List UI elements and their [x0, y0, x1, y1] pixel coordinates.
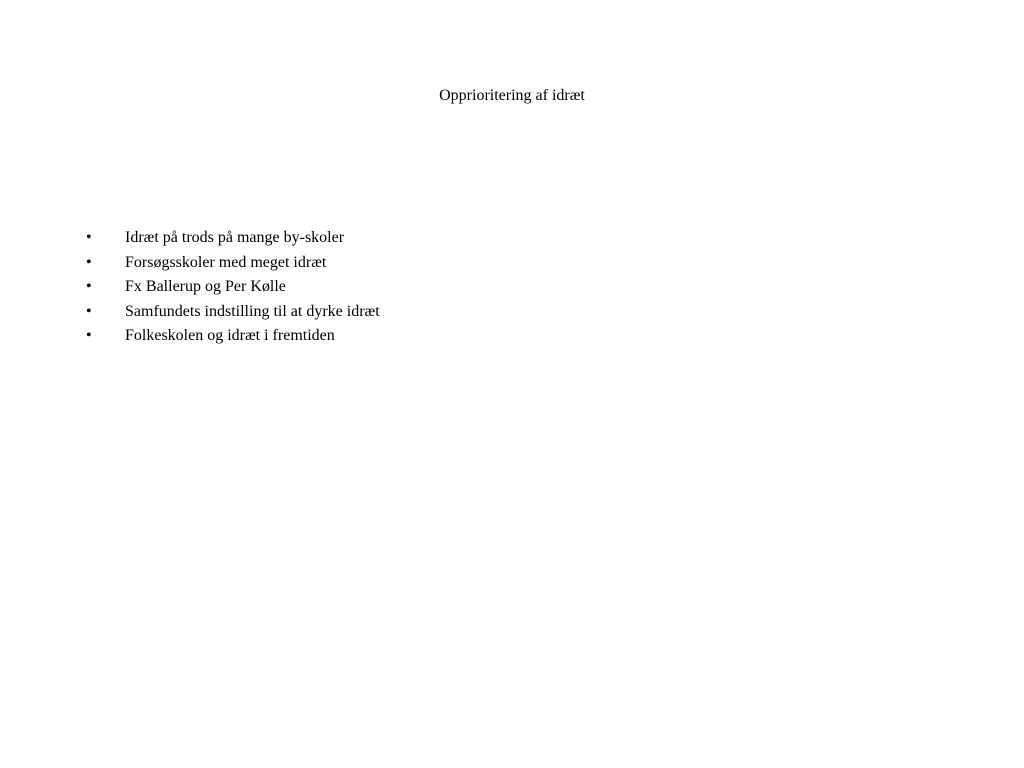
bullet-text: Forsøgsskoler med meget idræt	[125, 253, 327, 271]
bullet-text: Fx Ballerup og Per Kølle	[125, 278, 286, 295]
bullet-icon: •	[86, 253, 92, 271]
bullet-icon: •	[86, 229, 92, 246]
bullet-icon: •	[86, 278, 92, 295]
slide-title: Opprioritering af idræt	[439, 87, 585, 104]
bullet-text: Idræt på trods på mange by-skoler	[125, 229, 345, 246]
bullet-icon: •	[86, 302, 92, 320]
bullet-text: Folkeskolen og idræt i fremtiden	[125, 327, 335, 344]
bullet-icon: •	[86, 327, 92, 344]
bullet-text: Samfundets indstilling til at dyrke idræt	[125, 302, 380, 320]
